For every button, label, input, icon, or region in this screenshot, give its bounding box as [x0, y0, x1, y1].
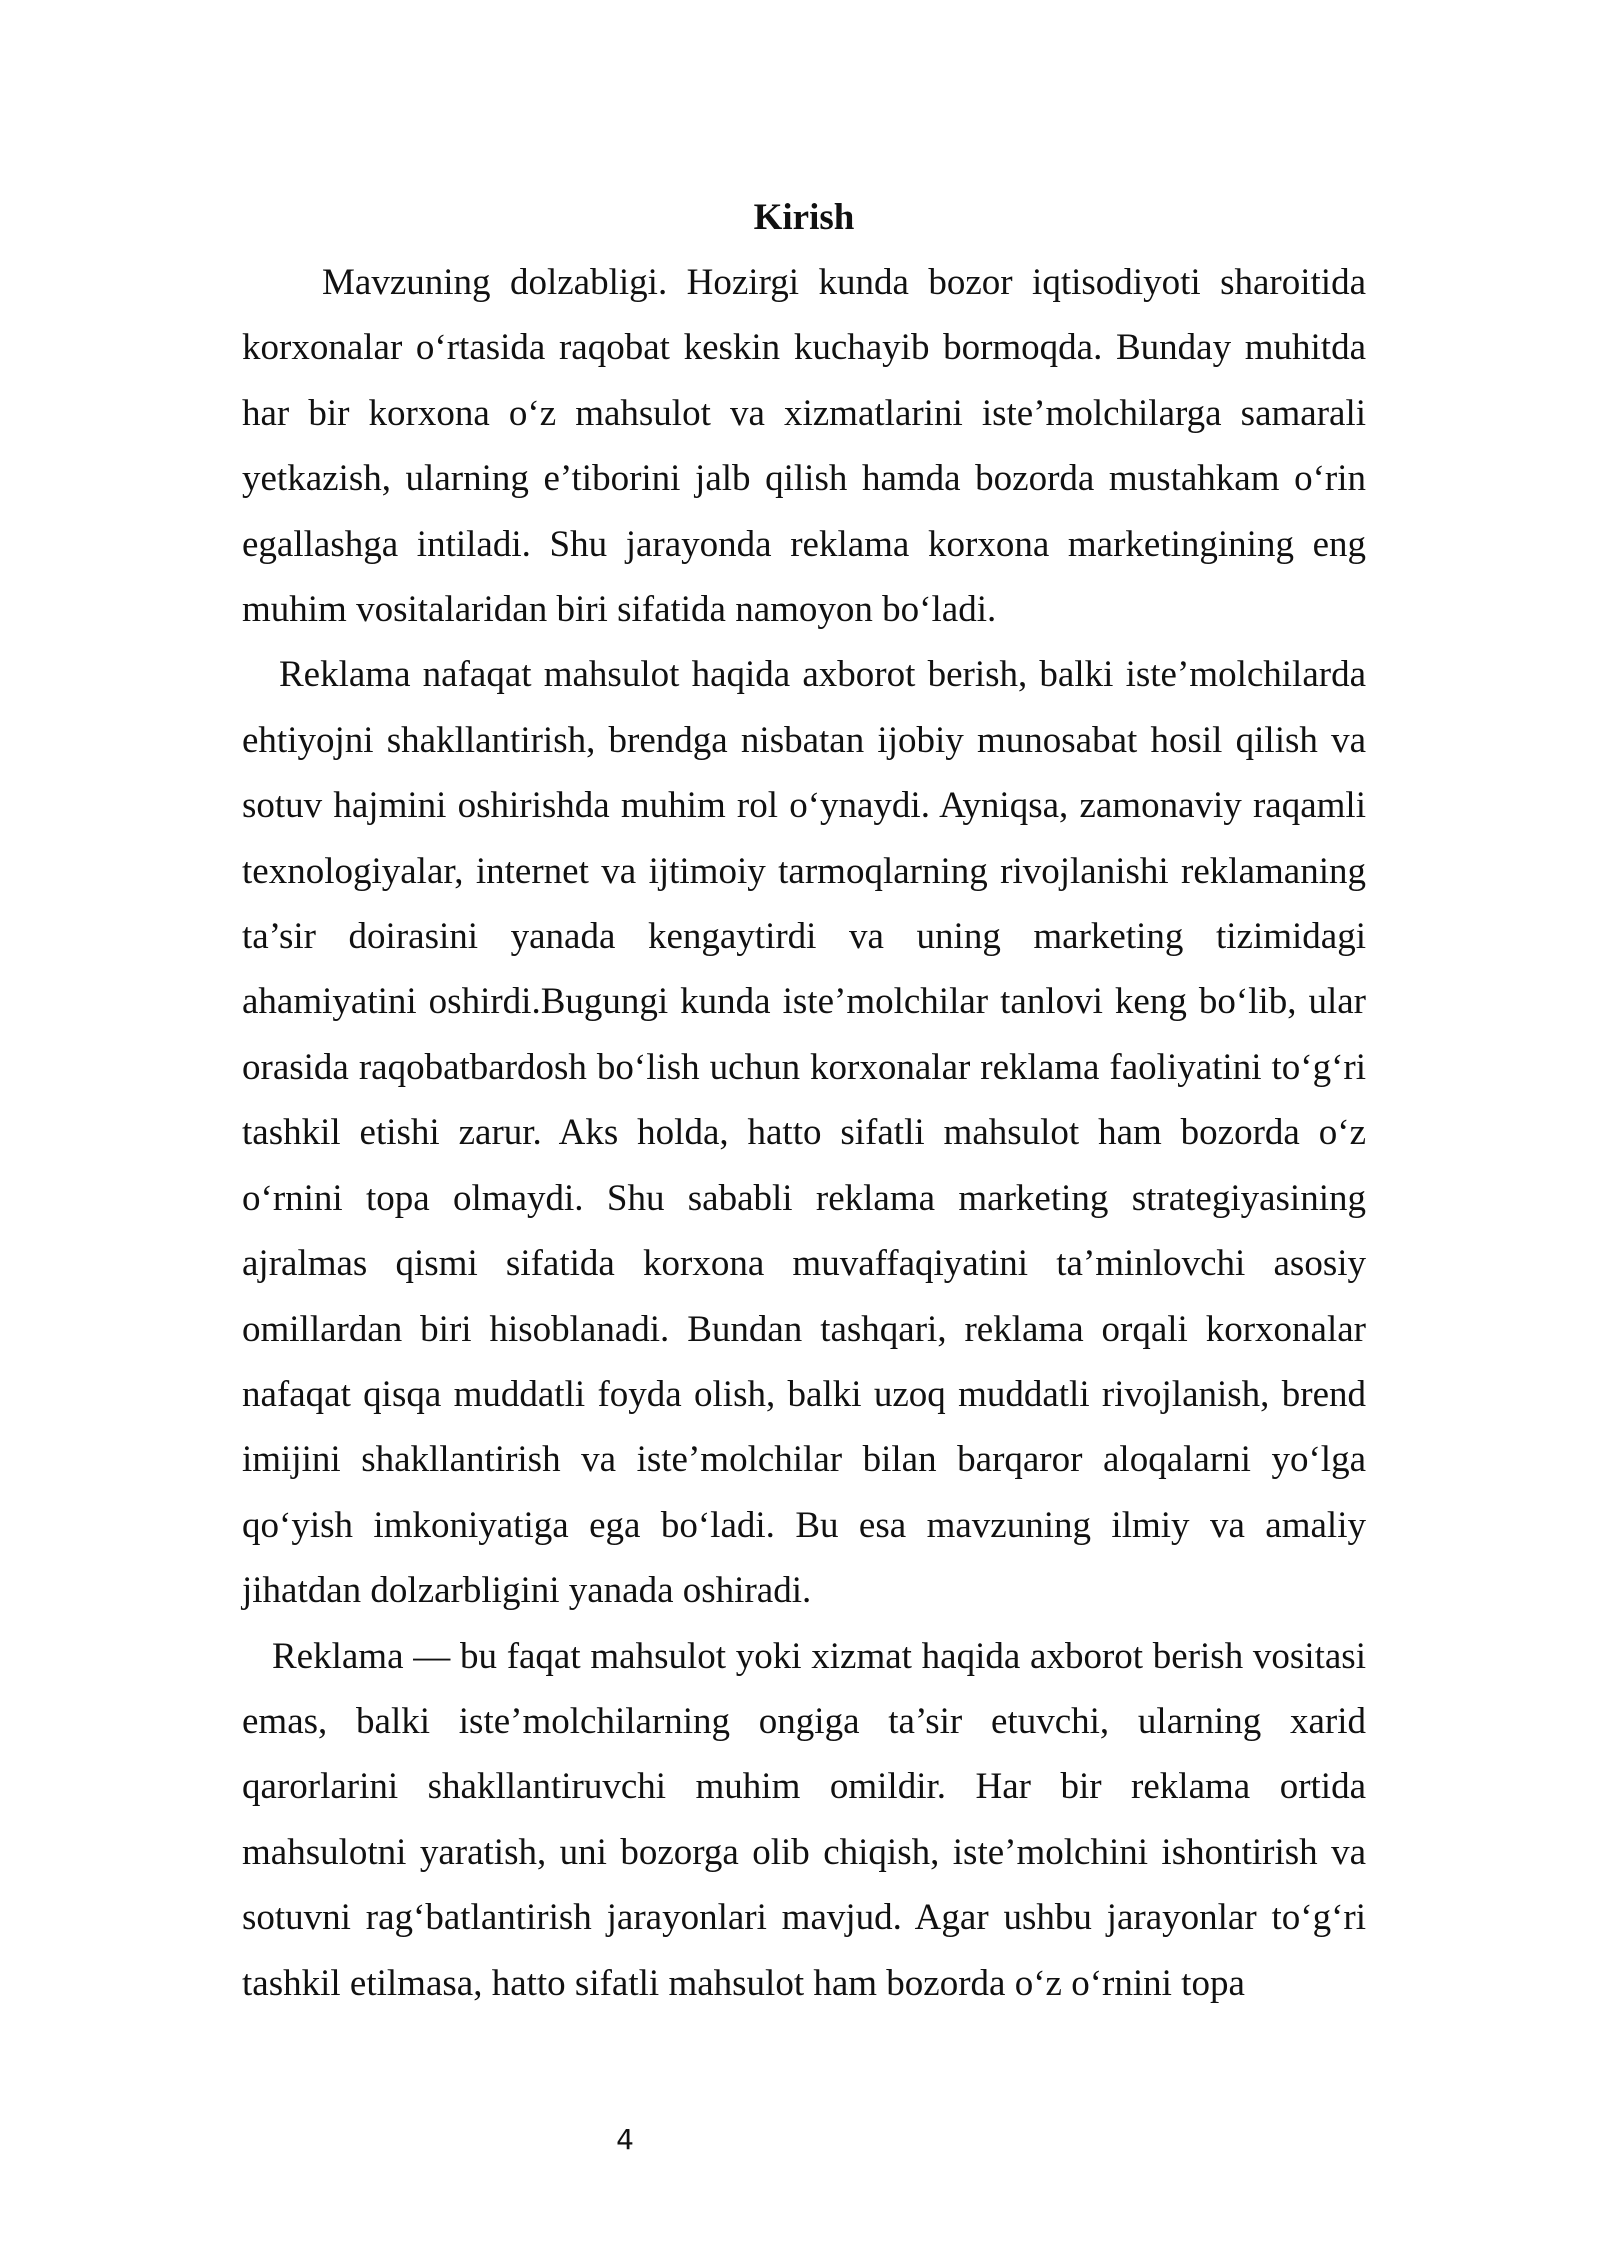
paragraph-advertising-definition: Reklama — bu faqat mahsulot yoki xizmat haqida axborot berish vositasi emas, balki iste’molchilarning ongiga ta’sir etuvchi, ularning xarid qarorlarini shakllantiruvchi muhim omildir. Har bir reklama ortida mahsulotni yaratish, uni bozorga olib chiqish, iste’molchini ishontirish va sotuvni rag‘batlantirish jarayonlari mavjud. Agar ushbu jarayonlar to‘g‘ri tashkil etilmasa, hatto sifatli mahsulot ham bozorda o‘z o‘rnini topa — [242, 1635, 1366, 2004]
page-body — [242, 188, 1366, 2016]
page-number: 4 — [616, 2123, 634, 2156]
section-title: Kirish — [753, 197, 855, 238]
paragraph-advertising-role: Reklama nafaqat mahsulot haqida axborot berish, balki iste’molchilarda ehtiyojni shakllantirish, brendga nisbatan ijobiy munosabat hosil qilish va sotuv hajmini oshirishda muhim rol o‘ynaydi. Ayniqsa, zamonaviy raqamli texnologiyalar, internet va ijtimoiy tarmoqlarning rivojlanishi reklamaning ta’sir doirasini yanada kengaytirdi va uning marketing tizimidagi ahamiyatini oshirdi.Bugungi kunda iste’molchilar tanlovi keng bo‘lib, ular orasida raqobatbardosh bo‘lish uchun korxonalar reklama faoliyatini to‘g‘ri tashkil etishi zarur. Aks holda, hatto sifatli mahsulot ham bozorda o‘z o‘rnini topa olmaydi. Shu sababli reklama marketing strategiyasining ajralmas qismi sifatida korxona muvaffaqiyatini ta’minlovchi asosiy omillardan biri hisoblanadi. Bundan tashqari, reklama orqali korxonalar nafaqat qisqa muddatli foyda olish, balki uzoq muddatli rivojlanish, brend imijini shakllantirish va iste’molchilar bilan barqaror aloqalarni yo‘lga qo‘yish imkoniyatiga ega bo‘ladi. Bu esa mavzuning ilmiy va amaliy jihatdan dolzarbligini yanada oshiradi. — [242, 654, 1366, 1612]
paragraph-relevance: Mavzuning dolzabligi. Hozirgi kunda bozor iqtisodiyoti sharoitida korxonalar o‘rtasida raqobat keskin kuchayib bormoqda. Bunday muhitda har bir korxona o‘z mahsulot va xizmatlarini iste’molchilarga samarali yetkazish, ularning e’tiborini jalb qilish hamda bozorda mustahkam o‘rin egallashga intiladi. Shu jarayonda reklama korxona marketingining eng muhim vositalaridan biri sifatida namoyon bo‘ladi. — [242, 262, 1366, 631]
